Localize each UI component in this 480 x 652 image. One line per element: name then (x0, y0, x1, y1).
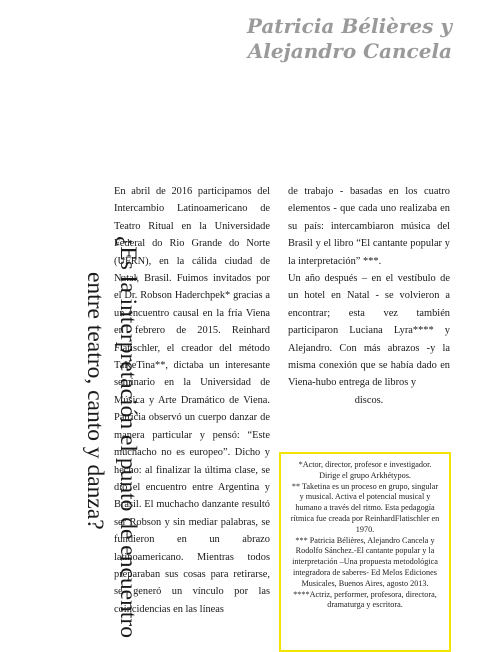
authors-line-2: Alejandro Cancela (247, 39, 452, 63)
paragraph-last-line: discos. (354, 394, 384, 406)
body-paragraph: En abril de 2016 participamos del Intercambio Latinoamericano de Teatro Ritual en la Universidade Federal do Rio Grande do Norte (UFRN), en la cálida ciudad de Natal, Brasil. Fuimos invitados por el Dr. Robson Haderchpek* gracias a un encuentro causal en la fría Viena en febrero de 2015. Reinhard Flatischler, el creador del método TaKeTina**, dictaba un interesante seminario en la Universidad de Música y Arte Dramático de Viena. Patricia observó un cuerpo danzar de manera particular y pensó: “Este muchacho no es europeo”. Dicho y hecho: al finalizar la última clase, se dio el encuentro entre Argentina y Brasil. El muchacho danzante resultó ser Robson y sin mediar palabras, se fundieron en un abrazo latinoamericano. Mientras todos preparaban sus cosas para retirarse, se generó un vínculo por las coincidencias en las líneas (114, 186, 270, 615)
body-column-2 (288, 183, 450, 409)
footnotes-box (279, 452, 451, 652)
title-line-1: ¿Es la interpretación el punto de encuentro (115, 236, 141, 638)
footnote: *Actor, director, profesor e investigador. Dirige el grupo Arkhétypos. (298, 460, 432, 480)
title-line-2: entre teatro, canto y danza? (82, 272, 108, 530)
footnote: ****Actriz, performer, profesora, directora, dramaturga y escritora. (293, 589, 437, 610)
footnote: *** Patricia Bélières, Alejandro Cancela y Rodolfo Sánchez.-El cantante popular y la interpretación –Una propuesta metodológica integradora de saberes- Ed Melos Ediciones Musicales, Buenos Aires, agosto 2013. (292, 535, 438, 588)
footnote: ** Taketina es un proceso en grupo, singular y musical. Activa el potencial musical y humano a través del ritmo. Esta pedagogía rítmica fue creada por ReinhardFlatischler en 1970. (290, 481, 440, 534)
body-column-1 (114, 183, 270, 618)
body-paragraph: de trabajo - basadas en los cuatro elementos - que cada uno realizaba en su país: intercambiaron música del Brasil y el libro “El cantante popular y la interpretación” ***. (288, 186, 450, 267)
article-authors (247, 14, 452, 64)
body-paragraph (288, 270, 450, 392)
authors-line-1: Patricia Bélières y (246, 14, 452, 38)
paragraph-text: Un año después – en el vestíbulo de un hotel en Natal - se volvieron a encontrar; esta vez también participaron Luciana Lyra**** y Alejandro. Con más abrazos -y la misma conexión que se había dado en Viena-hubo entrega de libros y (288, 273, 450, 389)
